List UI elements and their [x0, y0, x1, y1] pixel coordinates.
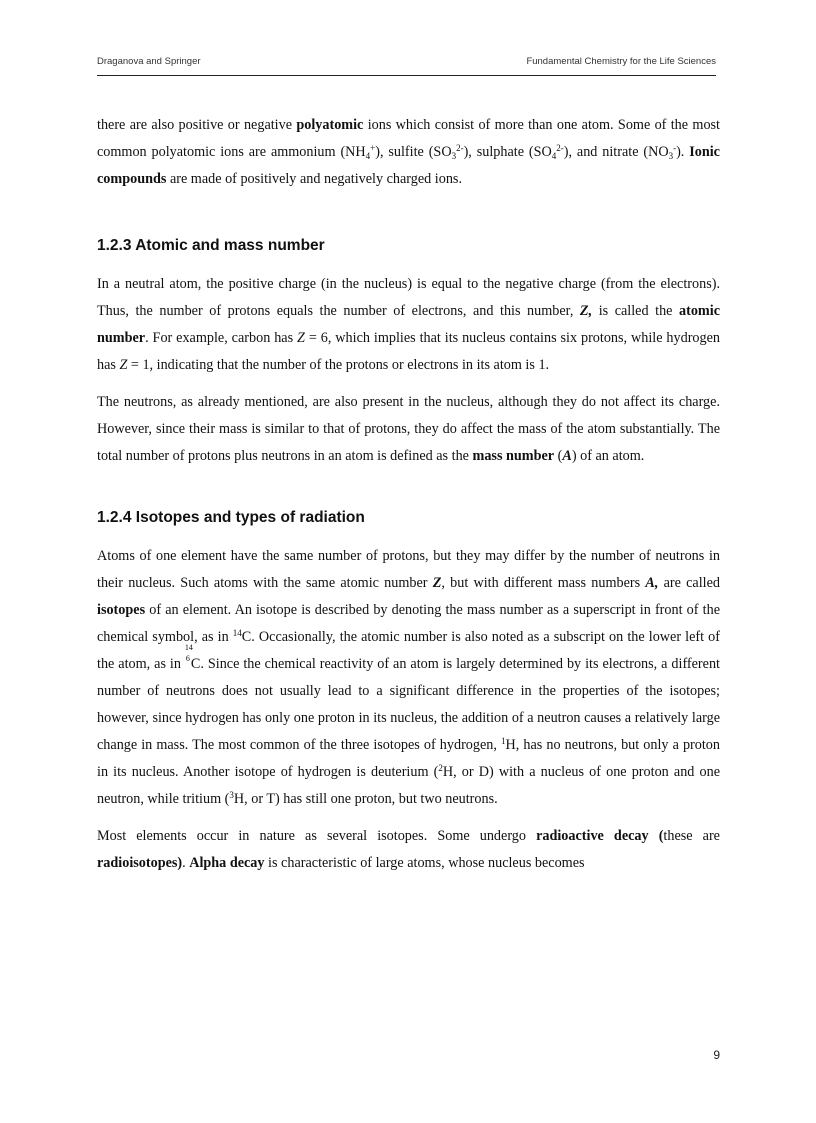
- text-run: ).: [676, 144, 690, 160]
- superscript: +: [370, 143, 376, 154]
- text-run: are called: [658, 575, 720, 591]
- text-run: ions which consist of more than one atom. Some of the most common polyatomic ions are ammonium (NH: [97, 117, 720, 160]
- text-run: = 1, indicating that the number of the protons or electrons in its atom is 1.: [127, 357, 550, 373]
- text-run: is characteristic of large atoms, whose nucleus becomes: [264, 855, 585, 871]
- text-run: ), sulfite (SO: [375, 144, 452, 160]
- text-run: ), and nitrate (NO: [563, 144, 669, 160]
- header-book-title: Fundamental Chemistry for the Life Sciences: [526, 56, 716, 67]
- term-atomic-number: atomic number: [97, 303, 720, 346]
- superscript: -: [673, 143, 677, 154]
- term-radioactive-decay: radioactive decay (: [536, 828, 664, 844]
- section-heading-atomic-mass-number: 1.2.3 Atomic and mass number: [97, 237, 325, 254]
- superscript: 2-: [556, 143, 564, 154]
- text-run: Atoms of one element have the same number of protons, but they may differ by the number of neutrons in their nucleus. Such atoms with the same atomic number: [97, 548, 720, 591]
- superscript: 2: [438, 763, 443, 774]
- subscript: 3: [668, 150, 674, 161]
- atomic-number-script: 6: [185, 654, 190, 663]
- term-ionic-compounds: Ionic compounds: [97, 144, 720, 187]
- term-radioisotopes: radioisotopes): [97, 855, 183, 871]
- term-alpha-decay: Alpha decay: [189, 855, 265, 871]
- page-body: [97, 112, 720, 887]
- subscript: 3: [451, 150, 457, 161]
- page-number: 9: [713, 1048, 720, 1062]
- term-isotopes: isotopes: [97, 602, 146, 618]
- superscript: 2-: [456, 143, 464, 154]
- paragraph-mass-number: [97, 389, 720, 470]
- text-run: C. Since the chemical reactivity of an atom is largely determined by its electrons, a different number of neutrons does not usually lead to a significant difference in the properties of the isotopes; however, since hydrogen has only one proton in its nucleus, the addition of a neutron causes a relatively large change in mass. The most common of the three isotopes of hydrogen,: [97, 656, 720, 753]
- mass-number-script: 14: [184, 643, 193, 652]
- text-run: of an element. An isotope is described by denoting the mass number as a superscript in front of the chemical symbol, as in: [97, 602, 720, 645]
- text-run: .: [182, 855, 190, 871]
- paragraph-atomic-number: [97, 271, 720, 379]
- text-run: = 6, which implies that its nucleus contains six protons, while hydrogen has: [97, 330, 721, 373]
- symbol-a: A,: [645, 575, 659, 591]
- text-run: Most elements occur in nature as several isotopes. Some undergo: [97, 828, 537, 844]
- text-run: are made of positively and negatively charged ions.: [166, 171, 463, 187]
- symbol-z: Z,: [579, 303, 593, 319]
- paragraph-polyatomic-ions: [97, 112, 720, 193]
- superscript: 14: [232, 628, 242, 639]
- text-run: C. Occasionally, the atomic number is also noted as a subscript on the lower left of the atom, as in: [97, 629, 721, 672]
- text-run: . For example, carbon has: [145, 330, 298, 346]
- text-run: , but with different mass numbers: [441, 575, 646, 591]
- text-run: ), sulphate (SO: [463, 144, 552, 160]
- text-run: H, has no neutrons, but only a proton in its nucleus. Another isotope of hydrogen is deuterium (: [97, 737, 720, 780]
- symbol-z: Z: [432, 575, 442, 591]
- paragraph-radioactive-decay: [97, 823, 720, 877]
- subscript: 4: [551, 150, 557, 161]
- term-polyatomic: polyatomic: [296, 117, 364, 133]
- text-run: is called the: [592, 303, 680, 319]
- text-run: these are: [663, 828, 720, 844]
- nuclide-notation: [184, 643, 193, 668]
- text-run: (: [554, 448, 563, 464]
- subscript: 4: [365, 150, 371, 161]
- text-run: In a neutral atom, the positive charge (in the nucleus) is equal to the negative charge (from the electrons). Thus, the number of protons equals the number of electrons, and this number,: [97, 276, 720, 319]
- paragraph-isotopes: [97, 543, 720, 813]
- text-run: H, or T) has still one proton, but two neutrons.: [233, 791, 498, 807]
- symbol-z: Z: [119, 357, 128, 373]
- section-heading-isotopes-radiation: 1.2.4 Isotopes and types of radiation: [97, 509, 365, 526]
- symbol-z: Z: [297, 330, 305, 346]
- text-run: H, or D) with a nucleus of one proton and one neutron, while tritium (: [97, 764, 721, 807]
- term-mass-number: mass number: [472, 448, 555, 464]
- superscript: 3: [229, 790, 234, 801]
- text-run: ) of an atom.: [571, 448, 645, 464]
- header-authors: Draganova and Springer: [97, 56, 201, 67]
- symbol-a: A: [562, 448, 572, 464]
- superscript: 1: [501, 736, 506, 747]
- text-run: there are also positive or negative: [97, 117, 297, 133]
- running-header: [97, 55, 716, 76]
- text-run: The neutrons, as already mentioned, are also present in the nucleus, although they do not affect its charge. However, since their mass is similar to that of protons, they do affect the mass of the atom substantially. The total number of protons plus neutrons in an atom is defined as the: [97, 394, 720, 464]
